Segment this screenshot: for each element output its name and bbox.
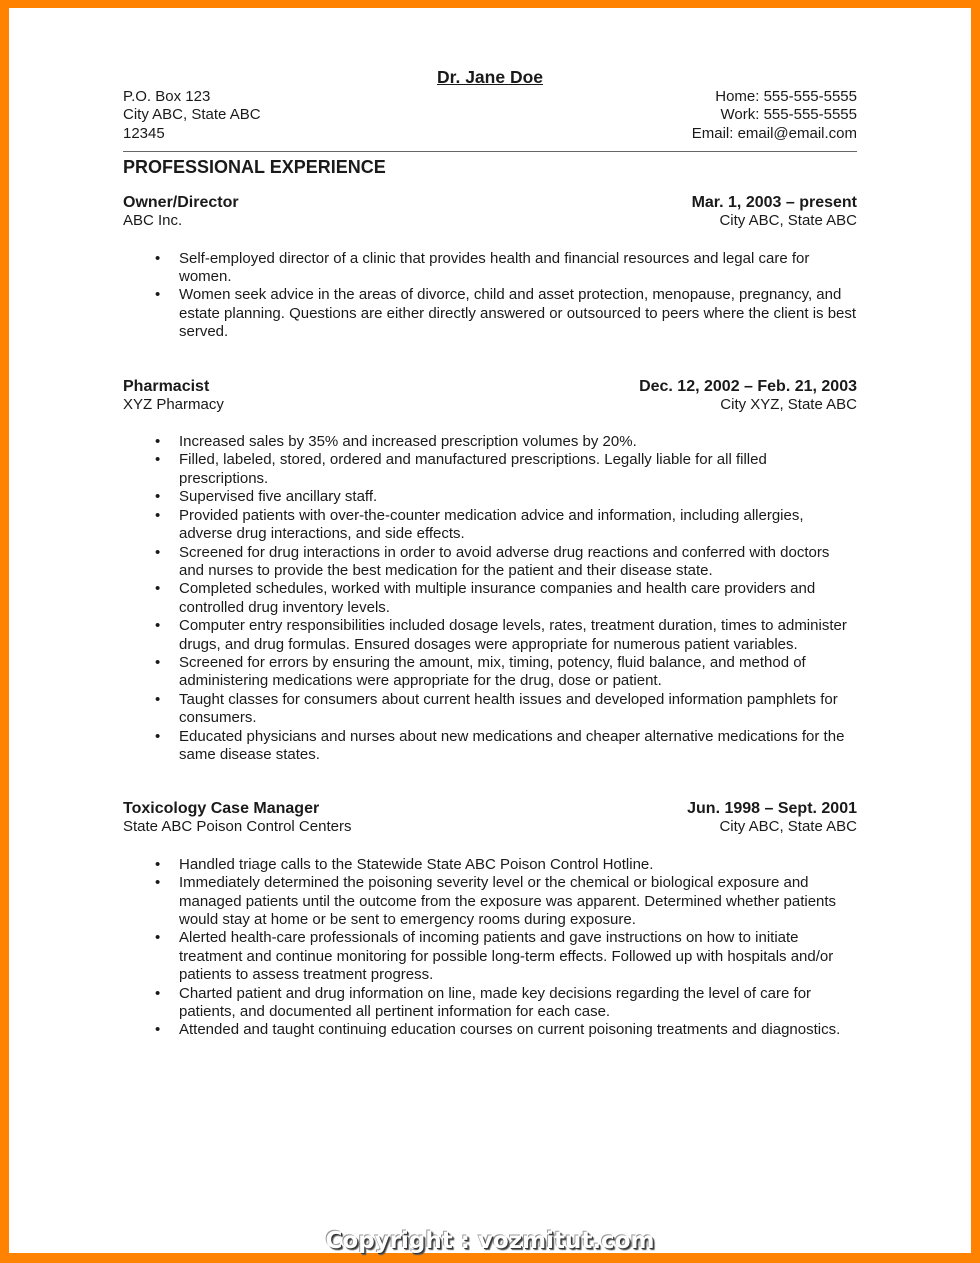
mailing-address bbox=[123, 88, 261, 143]
job-header bbox=[123, 799, 857, 818]
job-header bbox=[123, 193, 857, 212]
job-header bbox=[123, 377, 857, 396]
job-entry bbox=[123, 799, 857, 1039]
applicant-name: Dr. Jane Doe bbox=[436, 67, 544, 87]
list-item: • Completed schedules, worked with multiple insurance companies and health care providers and controlled drug inventory levels. bbox=[155, 580, 857, 617]
list-item: • Self-employed director of a clinic that provides health and financial resources and legal care for women. bbox=[155, 250, 857, 287]
list-item: • Alerted health-care professionals of incoming patients and gave instructions on how to initiate treatment and continue monitoring for possible long-term effects. Followed up with hospitals and/or patients to assess treatment progress. bbox=[155, 929, 857, 984]
list-item: • Women seek advice in the areas of divorce, child and asset protection, menopause, pregnancy, and estate planning. Questions are either directly answered or outsourced to peers where the client is best served. bbox=[155, 286, 857, 341]
email: Email: email@email.com bbox=[691, 124, 857, 142]
section-heading: PROFESSIONAL EXPERIENCE bbox=[123, 157, 386, 178]
job-dates: Dec. 12, 2002 – Feb. 21, 2003 bbox=[639, 377, 857, 395]
list-item: • Screened for errors by ensuring the amount, mix, timing, potency, fluid balance, and method of administering medications were appropriate for the drug, dose or patient. bbox=[155, 654, 857, 691]
watermark: Copyright : vozmitut.com bbox=[325, 1228, 655, 1254]
divider bbox=[123, 151, 857, 152]
job-dates: Mar. 1, 2003 – present bbox=[691, 194, 857, 212]
job-subheader bbox=[123, 212, 857, 230]
list-item: • Provided patients with over-the-counter medication advice and information, including allergies, adverse drug interactions, and side effects. bbox=[155, 507, 857, 544]
location: City ABC, State ABC bbox=[719, 212, 857, 230]
address-line: 12345 bbox=[123, 124, 165, 142]
job-entry bbox=[123, 193, 857, 341]
list-item: • Increased sales by 35% and increased prescription volumes by 20%. bbox=[155, 433, 857, 451]
address-line: P.O. Box 123 bbox=[123, 88, 211, 105]
list-item: • Charted patient and drug information on line, made key decisions regarding the level of care for patients, and documented all pertinent information for each case. bbox=[155, 985, 857, 1022]
address-line: City ABC, State ABC bbox=[123, 106, 261, 124]
bullet-list bbox=[155, 433, 857, 764]
location: City ABC, State ABC bbox=[719, 818, 857, 836]
job-subheader bbox=[123, 396, 857, 414]
contact-block bbox=[123, 88, 857, 143]
list-item: • Handled triage calls to the Statewide State ABC Poison Control Hotline. bbox=[155, 856, 857, 874]
job-title: Toxicology Case Manager bbox=[123, 800, 320, 818]
location: City XYZ, State ABC bbox=[720, 395, 857, 413]
job-dates: Jun. 1998 – Sept. 2001 bbox=[687, 800, 857, 818]
list-item: • Supervised five ancillary staff. bbox=[155, 488, 857, 506]
home-phone: Home: 555-555-5555 bbox=[715, 88, 857, 105]
list-item: • Filled, labeled, stored, ordered and manufactured prescriptions. Legally liable for all filled prescriptions. bbox=[155, 451, 857, 488]
job-subheader bbox=[123, 818, 857, 836]
list-item: • Immediately determined the poisoning severity level or the chemical or biological exposure and managed patients until the outcome from the exposure was apparent. Determined whether patients would stay at home or be sent to emergency rooms during exposure. bbox=[155, 874, 857, 929]
company: State ABC Poison Control Centers bbox=[123, 818, 352, 836]
list-item: • Educated physicians and nurses about new medications and cheaper alternative medications for the same disease states. bbox=[155, 728, 857, 765]
list-item: • Computer entry responsibilities included dosage levels, rates, treatment duration, times to administer drugs, and drug formulas. Ensured dosages were appropriate for numerous patient variables. bbox=[155, 617, 857, 654]
company: ABC Inc. bbox=[123, 212, 183, 230]
contact-info bbox=[692, 88, 857, 143]
job-title: Owner/Director bbox=[123, 194, 239, 212]
list-item: • Attended and taught continuing education courses on current poisoning treatments and diagnostics. bbox=[155, 1021, 857, 1039]
company: XYZ Pharmacy bbox=[123, 395, 224, 413]
resume-document bbox=[123, 66, 857, 1040]
list-item: • Screened for drug interactions in order to avoid adverse drug reactions and conferred with doctors and nurses to provide the best medication for the patient and their disease state. bbox=[155, 544, 857, 581]
work-phone: Work: 555-555-5555 bbox=[720, 106, 857, 124]
list-item: • Taught classes for consumers about current health issues and developed information pamphlets for consumers. bbox=[155, 691, 857, 728]
job-title: Pharmacist bbox=[123, 377, 210, 395]
job-entry bbox=[123, 377, 857, 765]
bullet-list bbox=[155, 250, 857, 342]
bullet-list bbox=[155, 856, 857, 1040]
